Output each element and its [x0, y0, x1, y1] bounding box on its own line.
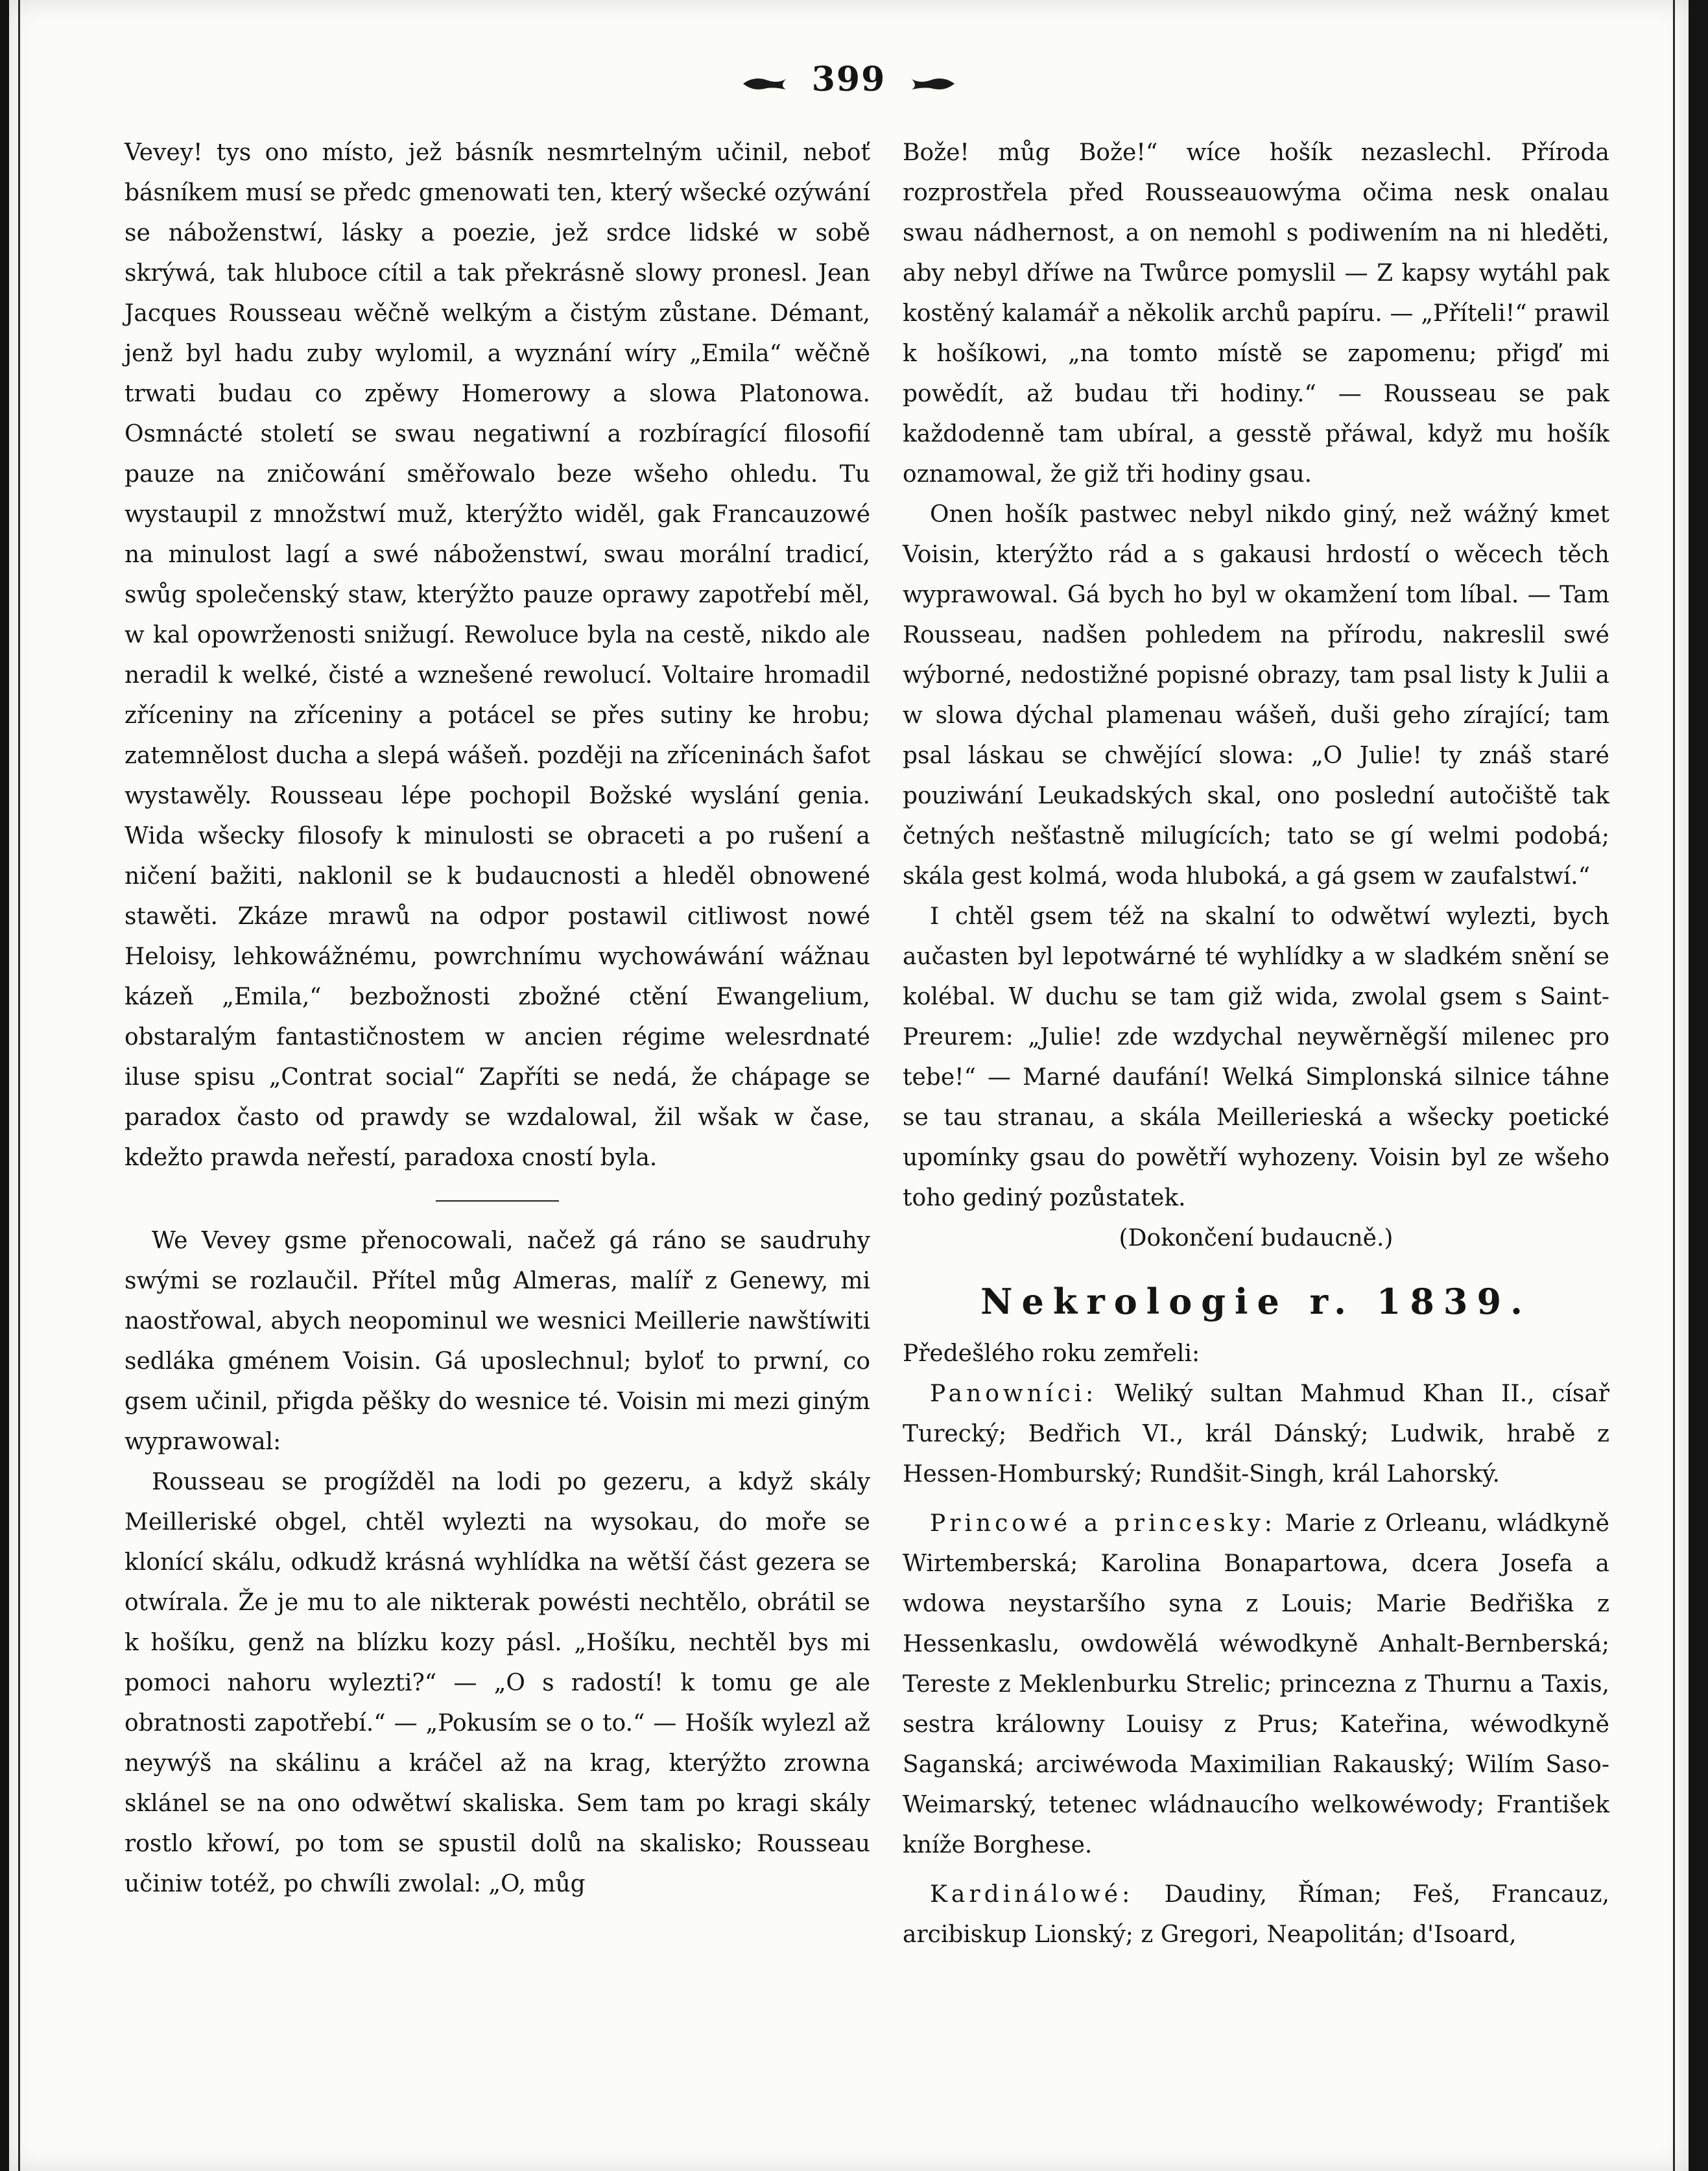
page — [9, 0, 1689, 2171]
ornament-right-icon — [910, 62, 956, 102]
paragraph-skala: I chtěl gsem též na skalní to odwětwí wylezti, bych aučasten byl lepotwárné té wyhlídky a w sladkém snění se kolébal. W duchu se tam giž wida, zwolal gsem s Saint-Preurem: „Julie! zde wzdychal neywěrněgší milenec pro tebe!“ — Marné daufání! Welká Simplonská silnice táhne se tau stranau, a skála Meillerieská a wšecky poetické upomínky gsau do powětří wyhozeny. Voisin byl ze wšeho toho gediný pozůstatek. — [903, 903, 1609, 1211]
cardinals-label: Kardinálowé: — [930, 1881, 1134, 1908]
section-divider — [436, 1200, 559, 1202]
ornament-left-icon — [742, 62, 787, 102]
cardinals-entry — [903, 1875, 1609, 1955]
paragraph-vevey: Vevey! tys ono místo, jež básník nesmrtelným učinil, neboť básníkem musí se předc gmenowati ten, který wšecké ozýwání se náboženstwí, lásky a poezie, jež srdce lidské w sobě skrýwá, tak hluboce cítil a tak překrásně slowy pronesl. Jean Jacques Rousseau wěčně welkým a čistým zůstane. Démant, jenž byl hadu zuby wylomil, a wyznání wíry „Emila“ wěčně trwati budau co zpěwy Homerowy a slowa Platonowa. Osmnácté století se swau negatiwní a rozbíragící filosofií pauze na zničowání směřowalo beze wšeho ohledu. Tu wystaupil z množstwí muž, kterýžto widěl, gak Francauzowé na minulost lagí a swé náboženstwí, swau morální tradicí, swůg společenský staw, kterýžto pauze oprawy zapotřebí měl, w kal opowrženosti snižugí. Rewoluce byla na cestě, nikdo ale neradil k welké, čisté a wznešené rewolucí. Voltaire hromadil zříceniny na zříceniny a potácel se přes sutiny ke hrobu; zatemnělost ducha a slepá wášeň. později na zříceninách šafot wystawěly. Rousseau lépe pochopil Božské wyslání genia. Wida wšecky filosofy k minulosti se obraceti a po rušení a ničení bažiti, naklonil se k budaucnosti a hleděl obnowené stawěti. Zkáze mrawů na odpor postawil citliwost nowé Heloisy, lehkowážnému, powrchnímu wychowáwání wážnau kázeň „Emila,“ bezbožnosti zbožné ctění Ewangelium, obstaralým fantastičnostem w ancien régime welesrdnaté iluse spisu „Contrat social“ Zapříti se nedá, že chápage se paradox často od prawdy se wzdalowal, žil wšak w čase, kdežto prawda neřestí, paradoxa cností byla. — [125, 139, 870, 1171]
paragraph-boze: Bože! můg Bože!“ wíce hošík nezaslechl. Příroda rozprostřela před Rousseauowýma očima nesk onalau swau nádhernost, a on nemohl s podiwením na ni hleděti, aby nebyl dříwe na Twůrce pomyslil — Z kapsy wytáhl pak kostěný kalamář a několik archů papíru. — „Příteli!“ prawil k hošíkowi, „na tomto místě se zapomenu; přigď mi powědít, až budau tři hodiny.“ — Rousseau se pak každodenně tam ubíral, a gesstě přáwal, když mu hošík oznamowal, že giž tři hodiny gsau. — [903, 139, 1609, 488]
rulers-text: Weliký sultan Mahmud Khan II., císař Turecký; Bedřich VI., král Dánský; Ludwik, hrabě z Hessen-Homburský; Rundšit-Singh, král Lahorský. — [903, 1381, 1610, 1488]
paragraph-rousseau-boat: Rousseau se progížděl na lodi po gezeru, a když skály Meilleriské obgel, chtěl wylezti na wysokau, do moře se klonící skálu, odkudž krásná wyhlídka na wětší část gezera se otwírala. Že je mu to ale nikterak powésti nechtělo, obrátil se k hošíku, genž na blízku kozy pásl. „Hošíku, nechtěl bys mi pomoci nahoru wylezti?“ — „O s radostí! k tomu ge ale obratnosti zapotřebí.“ — „Pokusím se o to.“ — Hošík wylezl až neywýš na skálinu a kráčel až na krag, kterýžto zrowna sklánel se na ono odwětwí skaliska. Sem tam po kragi skály rostlo křowí, po tom se spustil dolů na skalisko; Rousseau učiniw totéž, po chwíli zwolal: „O, můg — [125, 1469, 870, 1897]
nekrolog-intro: Předešlého roku zemřeli: — [903, 1340, 1200, 1367]
paragraph-travel: We Vevey gsme přenocowali, načež gá ráno se saudruhy swými se rozlaučil. Přítel můg Almeras, malíř z Genewy, mi naostřowal, abych neopominul we wesnici Meillerie nawštíwiti sedláka gménem Voisin. Gá uposlechnul; byloť to prwní, co gsem učinil, přigda pěšky do wesnice té. Voisin mi mezi giným wyprawowal: — [125, 1228, 870, 1455]
princes-text: Marie z Orleanu, wládkyně Wirtemberská; Karolina Bonapartowa, dcera Josefa a wdowa neystaršího syna z Louis; Marie Bedřiška z Hessenkaslu, owdowělá wéwodkyně Anhalt-Bernberská; Tereste z Meklenburku Strelic; princezna z Thurnu a Taxis, sestra králowny Louisy z Prus; Kateřina, wéwodkyně Saganská; arciwéwoda Maximilian Rakauský; Wilím Saso-Weimarský, tetenec wládnaucího welkowéwody; František kníže Borghese. — [903, 1510, 1609, 1858]
princes-entry — [903, 1504, 1609, 1866]
right-column — [903, 133, 1609, 1955]
page-edge-right — [1673, 0, 1675, 2171]
nekrolog-title: Nekrologie r. 1839. — [980, 1281, 1532, 1322]
cardinals-text: Daudiny, Říman; Feš, Francauz, arcibiskup Lionský; z Gregori, Neapolitán; d'Isoard, — [903, 1881, 1609, 1948]
paragraph-voisin: Onen hošík pastwec nebyl nikdo giný, než wážný kmet Voisin, kterýžto rád a s gakausi hrdostí o wěcech těch wyprawowal. Gá bych ho byl w okamžení tom líbal. — Tam Rousseau, nadšen pohledem na přírodu, nakreslil swé wýborné, nedostižné popisné obrazy, tam psal listy k Julii a w slowa dýchal plamenau wášeň, duši geho zírající; tam psal láskau se chwějící slowa: „O Julie! ty znáš staré pouziwání Leukadských skal, ono poslední autočiště tak četných nešťastně milugících; tato se gí welmi podobá; skála gest kolmá, woda hluboká, a gá gsem w zaufalstwí.“ — [903, 501, 1609, 890]
rulers-entry — [903, 1374, 1609, 1495]
princes-label: Princowé a princesky: — [930, 1510, 1276, 1537]
rulers-label: Panowníci: — [930, 1381, 1098, 1407]
page-number: 399 — [811, 60, 886, 99]
page-header — [9, 60, 1689, 102]
page-edge-left — [18, 0, 20, 2171]
left-column — [125, 133, 870, 1904]
continued-note: (Dokončení budaucně.) — [1119, 1225, 1394, 1252]
